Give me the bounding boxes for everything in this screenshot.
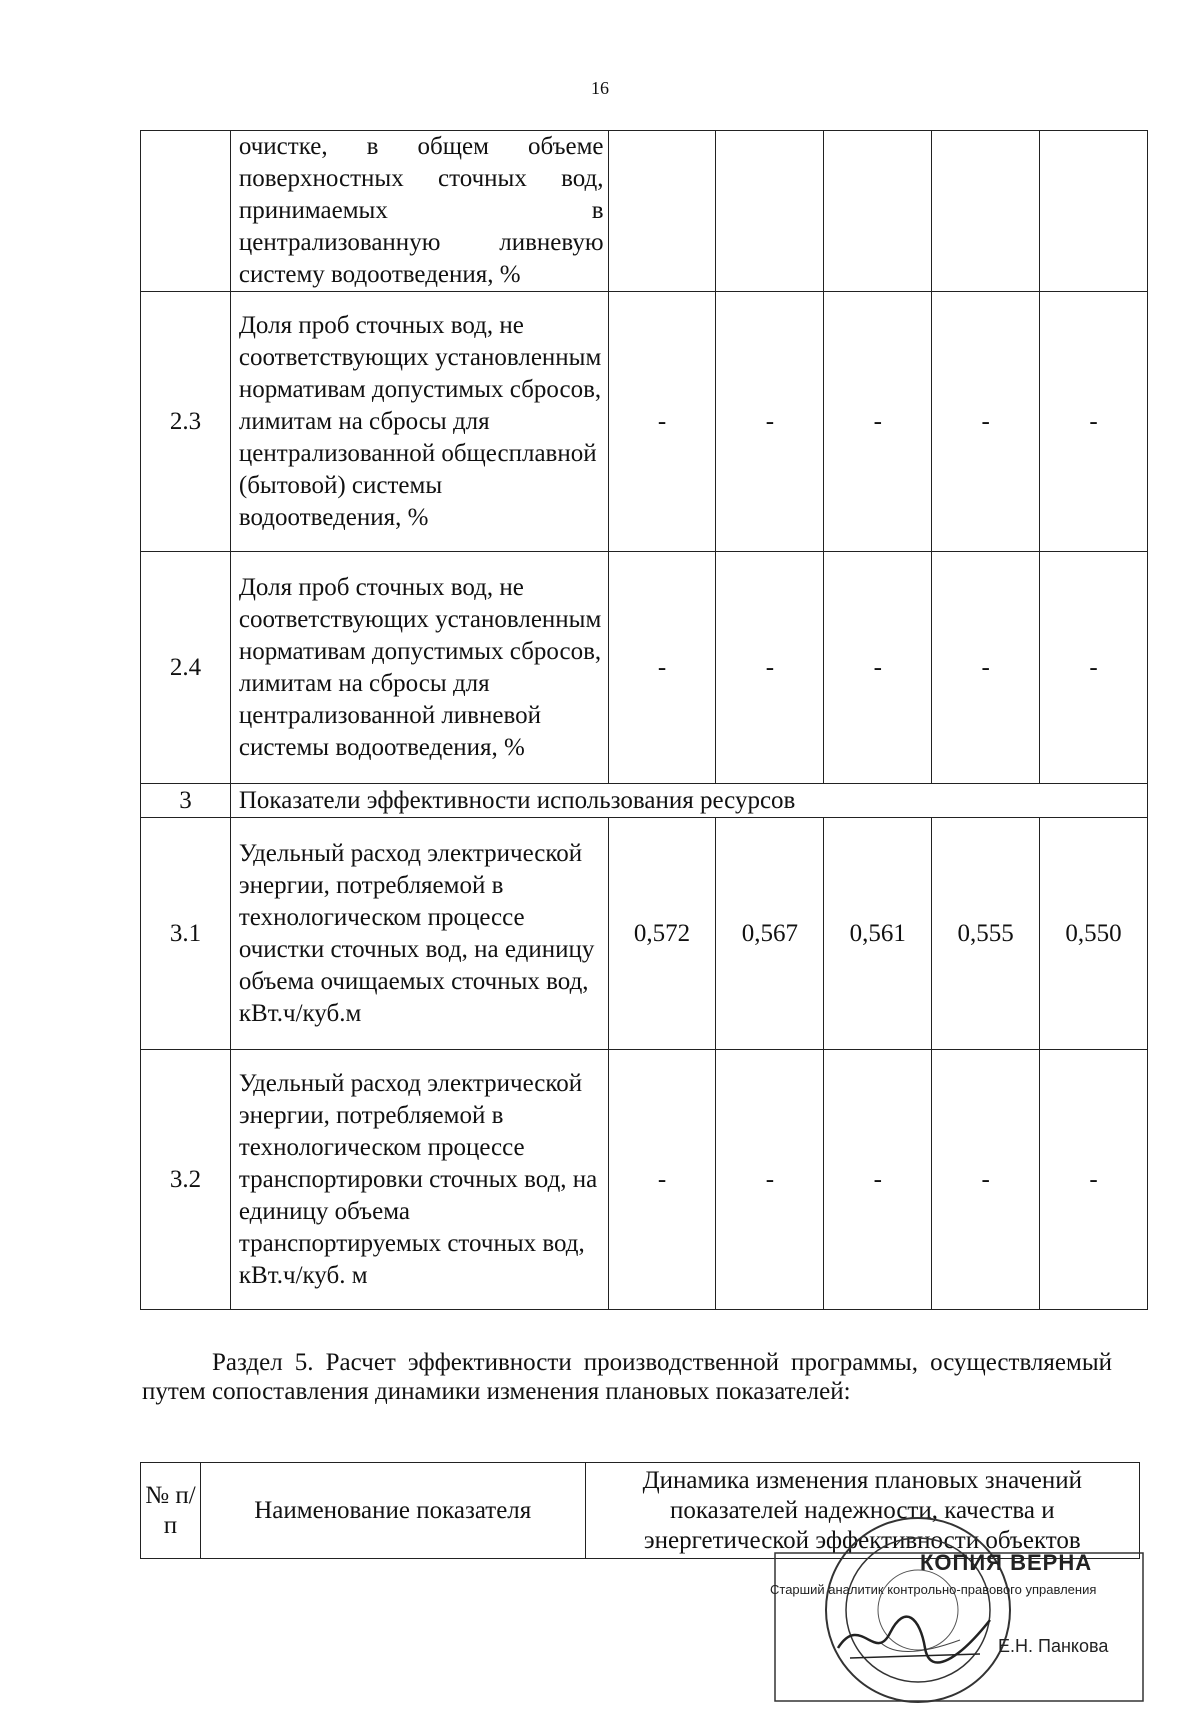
- stamp-role: Старший аналитик контрольно-правового управления: [770, 1582, 1097, 1597]
- section-row: [141, 784, 1148, 818]
- row-number: 2.4: [141, 552, 231, 784]
- stamp-signatory-name: Е.Н. Панкова: [998, 1636, 1109, 1656]
- value-cell: 0,550: [1040, 818, 1148, 1050]
- row-number: [141, 131, 231, 292]
- table-row: [141, 552, 1148, 784]
- indicators-table: [140, 130, 1148, 1310]
- page-number: 16: [591, 78, 609, 98]
- row-number: 2.3: [141, 292, 231, 552]
- header-dynamics: Динамика изменения плановых значений показателей надежности, качества и энергетической эффективности объектов: [585, 1463, 1139, 1559]
- table-row: [141, 818, 1148, 1050]
- section-5-paragraph: Раздел 5. Расчет эффективности производственной программы, осуществляемый путем сопоставления динамики изменения плановых показателей:: [142, 1349, 1112, 1405]
- table-row: [141, 131, 1148, 292]
- indicator-name: Удельный расход электрической энергии, потребляемой в технологическом процессе очистки сточных вод, на единицу объема очищаемых сточных вод, кВт.ч/куб.м: [230, 818, 608, 1050]
- value-cell: [716, 131, 824, 292]
- value-cell: -: [932, 292, 1040, 552]
- value-cell: -: [1040, 552, 1148, 784]
- table-row: [141, 292, 1148, 552]
- value-cell: [932, 131, 1040, 292]
- value-cell: -: [932, 552, 1040, 784]
- value-cell: 0,555: [932, 818, 1040, 1050]
- value-cell: -: [824, 292, 932, 552]
- row-number: 3.1: [141, 818, 231, 1050]
- indicator-name: Удельный расход электрической энергии, потребляемой в технологическом процессе транспортировки сточных вод, на единицу объема транспортируемых сточных вод, кВт.ч/куб. м: [230, 1050, 608, 1310]
- value-cell: -: [716, 292, 824, 552]
- row-number: 3.2: [141, 1050, 231, 1310]
- stamp-copy-label: КОПИЯ ВЕРНА: [920, 1550, 1093, 1575]
- header-number: № п/п: [141, 1463, 201, 1559]
- value-cell: -: [608, 552, 716, 784]
- value-cell: [1040, 131, 1148, 292]
- certification-stamp: [770, 1512, 1150, 1708]
- value-cell: 0,567: [716, 818, 824, 1050]
- indicator-name: Доля проб сточных вод, не соответствующих установленным нормативам допустимых сбросов, лимитам на сбросы для централизованной общесплавной (бытовой) системы водоотведения, %: [230, 292, 608, 552]
- value-cell: -: [716, 1050, 824, 1310]
- table-row: [141, 1050, 1148, 1310]
- indicator-name: Доля проб сточных вод, не соответствующих установленным нормативам допустимых сбросов, лимитам на сбросы для централизованной ливневой системы водоотведения, %: [230, 552, 608, 784]
- value-cell: -: [608, 1050, 716, 1310]
- value-cell: [608, 131, 716, 292]
- value-cell: 0,572: [608, 818, 716, 1050]
- value-cell: -: [1040, 292, 1148, 552]
- value-cell: -: [932, 1050, 1040, 1310]
- value-cell: -: [824, 1050, 932, 1310]
- value-cell: [824, 131, 932, 292]
- value-cell: -: [1040, 1050, 1148, 1310]
- section-title: Показатели эффективности использования ресурсов: [230, 784, 1147, 818]
- indicator-name: очистке, в общем объеме поверхностных сточных вод, принимаемых в централизованную ливневую систему водоотведения, %: [230, 131, 608, 292]
- header-name: Наименование показателя: [200, 1463, 585, 1559]
- value-cell: -: [824, 552, 932, 784]
- section-number: 3: [141, 784, 231, 818]
- value-cell: -: [608, 292, 716, 552]
- signature-icon: [830, 1608, 1000, 1668]
- value-cell: 0,561: [824, 818, 932, 1050]
- value-cell: -: [716, 552, 824, 784]
